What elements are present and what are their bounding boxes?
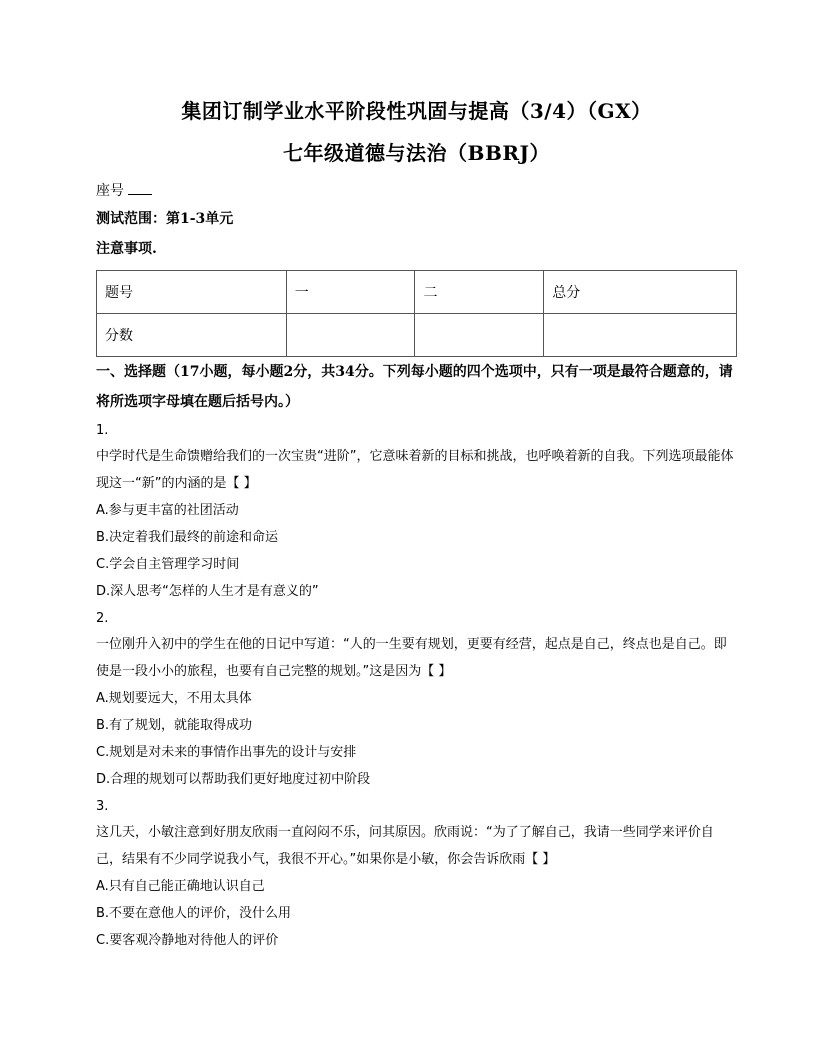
question-number: 3. — [96, 799, 109, 814]
score-cell: 总分 — [544, 271, 737, 314]
score-cell — [286, 314, 415, 357]
seat-number-line — [96, 180, 737, 202]
seat-blank — [128, 180, 152, 195]
option-b: B.有了规划，就能取得成功 — [96, 718, 253, 733]
seat-label: 座号 — [96, 183, 124, 199]
score-cell: 题号 — [97, 271, 287, 314]
notice-heading: 注意事项. — [96, 241, 157, 257]
option-d: D.合理的规划可以帮助我们更好地度过初中阶段 — [96, 772, 371, 787]
question-3 — [96, 793, 737, 954]
score-cell: 一 — [286, 271, 415, 314]
test-scope: 测试范围：第1-3单元 — [96, 211, 234, 227]
option-c: C.规划是对未来的事情作出事先的设计与安排 — [96, 745, 357, 760]
exam-title: 集团订制学业水平阶段性巩固与提高（3/4）（GX） — [181, 99, 652, 123]
option-b: B.决定着我们最终的前途和命运 — [96, 530, 279, 545]
question-stem: 中学时代是生命馈赠给我们的一次宝贵“进阶”，它意味着新的目标和挑战，也呼唤着新的自我。下列选项最能体现这一“新”的内涵的是【 】 — [96, 449, 734, 491]
question-1 — [96, 417, 737, 605]
score-cell: 二 — [415, 271, 544, 314]
question-stem: 一位刚升入初中的学生在他的日记中写道：“人的一生要有规划，更要有经营，起点是自己，终点也是自己。即使是一段小小的旅程，也要有自己完整的规划。”这是因为【 】 — [96, 637, 727, 679]
question-number: 1. — [96, 423, 109, 438]
option-c: C.学会自主管理学习时间 — [96, 557, 240, 572]
score-cell: 分数 — [97, 314, 287, 357]
question-number: 2. — [96, 611, 109, 626]
exam-subtitle: 七年级道德与法治（BBRJ） — [283, 141, 550, 165]
score-cell — [544, 314, 737, 357]
score-table — [96, 270, 737, 357]
question-stem: 这几天，小敏注意到好朋友欣雨一直闷闷不乐，问其原因。欣雨说：“为了了解自己，我请一些同学来评价自己，结果有不少同学说我小气，我很不开心。”如果你是小敏，你会告诉欣雨【 】 — [96, 825, 714, 867]
option-b: B.不要在意他人的评价，没什么用 — [96, 906, 292, 921]
option-c: C.要客观冷静地对待他人的评价 — [96, 933, 279, 948]
score-table-score-row — [97, 314, 737, 357]
exam-page — [96, 94, 737, 954]
question-2 — [96, 605, 737, 793]
option-a: A.只有自己能正确地认识自己 — [96, 879, 265, 894]
score-cell — [415, 314, 544, 357]
section-1-heading: 一、选择题（17小题，每小题2分，共34分。下列每小题的四个选项中，只有一项是最符合题意的，请将所选项字母填在题后括号内。） — [96, 364, 733, 410]
score-table-header-row — [97, 271, 737, 314]
option-a: A.规划要远大，不用太具体 — [96, 691, 252, 706]
option-d: D.深人思考“怎样的人生才是有意义的” — [96, 584, 319, 599]
option-a: A.参与更丰富的社团活动 — [96, 503, 239, 518]
